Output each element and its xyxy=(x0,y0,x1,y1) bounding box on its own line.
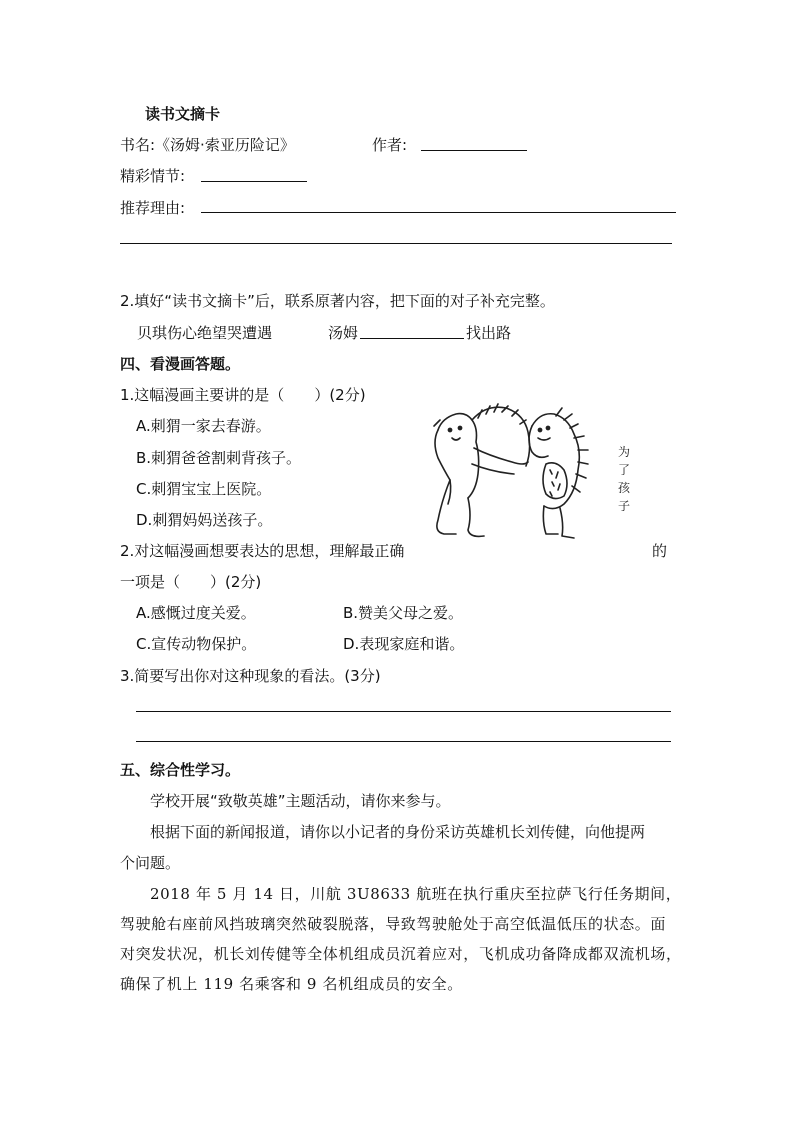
caption-char-3: 孩 xyxy=(618,481,631,495)
highlight-label: 精彩情节: xyxy=(120,167,186,185)
caption-char-4: 子 xyxy=(618,499,631,513)
q2-option-d[interactable]: D.表现家庭和谐。 xyxy=(343,635,465,653)
book-label: 书名:《汤姆·索亚历险记》 xyxy=(120,136,295,154)
news-line-3: 对突发状况，机长刘传健等全体机组成员沉着应对，飞机成功备降成都双流机场， xyxy=(120,945,682,963)
q2-option-a[interactable]: A.感慨过度关爱。 xyxy=(136,604,256,622)
reason-label: 推荐理由: xyxy=(120,199,186,217)
section5-heading: 五、综合性学习。 xyxy=(120,761,241,779)
reason-blank-line-2[interactable] xyxy=(120,243,672,244)
q2-option-b[interactable]: B.赞美父母之爱。 xyxy=(343,604,464,622)
hedgehog-cartoon xyxy=(428,400,660,550)
parent-body-outline xyxy=(438,414,479,498)
news-line-2: 驾驶舱右座前风挡玻璃突然破裂脱落，导致驾驶舱处于高空低温低压的状态。面 xyxy=(120,915,667,933)
q1-option-a[interactable]: A.刺猬一家去春游。 xyxy=(136,417,271,435)
q3-stem: 3.简要写出你对这种现象的看法。(3分) xyxy=(120,667,381,685)
author-label: 作者: xyxy=(372,136,408,154)
parent-leg-left xyxy=(437,480,456,534)
couplet-right-prefix: 汤姆 xyxy=(328,324,359,342)
q2-stem-right: 的 xyxy=(652,542,668,560)
couplet-right-suffix: 找出路 xyxy=(466,324,512,342)
section5-intro: 学校开展“致敬英雄”主题活动，请你来参与。 xyxy=(150,792,451,810)
section5-task-line2: 个问题。 xyxy=(120,854,181,872)
couplet-left: 贝琪伤心绝望哭遭遇 xyxy=(137,324,273,342)
card-title: 读书文摘卡 xyxy=(145,105,221,123)
couplet-blank[interactable] xyxy=(360,338,464,339)
q1-option-d[interactable]: D.刺猬妈妈送孩子。 xyxy=(136,511,273,529)
q1-stem: 1.这幅漫画主要讲的是（ ）(2分) xyxy=(120,386,366,404)
section5-task-line1: 根据下面的新闻报道，请你以小记者的身份采访英雄机长刘传健，向他提两 xyxy=(150,823,646,841)
news-line-4: 确保了机上 119 名乘客和 9 名机组成员的安全。 xyxy=(120,975,463,993)
reason-blank-line-1[interactable] xyxy=(201,212,676,213)
q3-answer-line-1[interactable] xyxy=(136,711,671,712)
q3-answer-line-2[interactable] xyxy=(136,741,671,742)
author-blank[interactable] xyxy=(421,150,527,151)
highlight-blank[interactable] xyxy=(201,181,307,182)
q2-option-c[interactable]: C.宣传动物保护。 xyxy=(136,635,257,653)
q2-stem-left: 2.对这幅漫画想要表达的思想，理解最正确 xyxy=(120,542,405,560)
news-line-1: 2018 年 5 月 14 日，川航 3U8633 航班在执行重庆至拉萨飞行任务期间， xyxy=(150,885,682,903)
q1-option-b[interactable]: B.刺猬爸爸割刺背孩子。 xyxy=(136,449,302,467)
caption-char-1: 为 xyxy=(618,445,631,459)
parent-arm xyxy=(474,448,528,464)
q2-stem-line2: 一项是（ ）(2分) xyxy=(120,573,262,591)
parent-leg-right xyxy=(468,498,484,536)
couplet-question: 2.填好“读书文摘卡”后，联系原著内容，把下面的对子补充完整。 xyxy=(120,292,555,310)
q1-option-c[interactable]: C.刺猬宝宝上医院。 xyxy=(136,480,272,498)
section4-heading: 四、看漫画答题。 xyxy=(120,355,241,373)
caption-char-2: 了 xyxy=(618,463,631,477)
